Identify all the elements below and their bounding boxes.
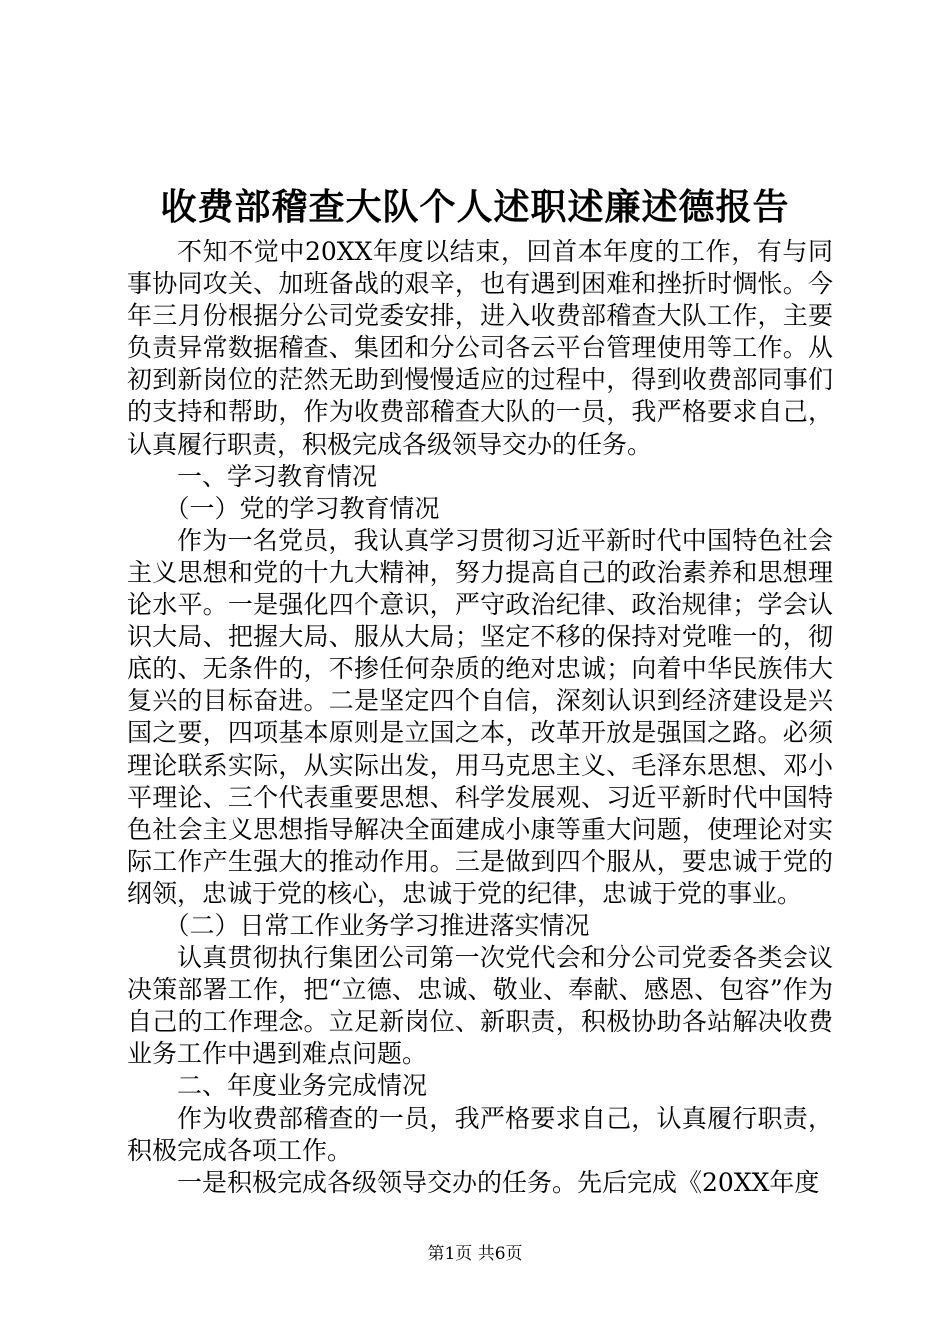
- paragraph-party-study: 作为一名党员，我认真学习贯彻习近平新时代中国特色社会主义思想和党的十九大精神，努力提高自己的政治素养和思想理论水平。一是强化四个意识，严守政治纪律、政治规律；学会认识大局、把握大局、服从大局；坚定不移的保持对党唯一的，彻底的、无条件的，不掺任何杂质的绝对忠诚；向着中华民族伟大复兴的目标奋进。二是坚定四个自信，深刻认识到经济建设是兴国之要，四项基本原则是立国之本，改革开放是强国之路。必须理论联系实际，从实际出发，用马克思主义、毛泽东思想、邓小平理论、三个代表重要思想、科学发展观、习近平新时代中国特色社会主义思想指导解决全面建成小康等重大问题，使理论对实际工作产生强大的推动作用。三是做到四个服从，要忠诚于党的纲领，忠诚于党的核心，忠诚于党的纪律，忠诚于党的事业。: [127, 525, 833, 908]
- subsection-heading-2: （二）日常工作业务学习推进落实情况: [164, 910, 590, 940]
- section-heading-1: 一、学习教育情况: [177, 461, 378, 491]
- page-number-footer: 第1页 共6页: [427, 1244, 523, 1264]
- paragraph-annual-tasks: 作为收费部稽查的一员，我严格要求自己，认真履行职责，积极完成各项工作。: [127, 1103, 833, 1165]
- paragraph-first-item: 一是积极完成各级领导交办的任务。先后完成《20XX年度: [177, 1167, 820, 1197]
- subsection-heading-1: （一）党的学习教育情况: [164, 493, 440, 523]
- paragraph-intro: 不知不觉中20XX年度以结束，回首本年度的工作，有与同事协同攻关、加班备战的艰辛，也有遇到困难和挫折时惆怅。今年三月份根据分公司党委安排，进入收费部稽查大队工作，主要负责异常数据稽查、集团和分公司各云平台管理使用等工作。从初到新岗位的茫然无助到慢慢适应的过程中，得到收费部同事们的支持和帮助，作为收费部稽查大队的一员，我严格要求自己，认真履行职责，积极完成各级领导交办的任务。: [127, 237, 833, 459]
- section-heading-2: 二、年度业务完成情况: [177, 1071, 428, 1101]
- page-title: 收费部稽查大队个人述职述廉述德报告: [160, 186, 790, 228]
- paragraph-daily-work: 认真贯彻执行集团公司第一次党代会和分公司党委各类会议决策部署工作，把“立德、忠诚、敬业、奉献、感恩、包容”作为自己的工作理念。立足新岗位、新职责，积极协助各站解决收费业务工作中遇到难点问题。: [127, 943, 833, 1069]
- document-body: [127, 236, 833, 1199]
